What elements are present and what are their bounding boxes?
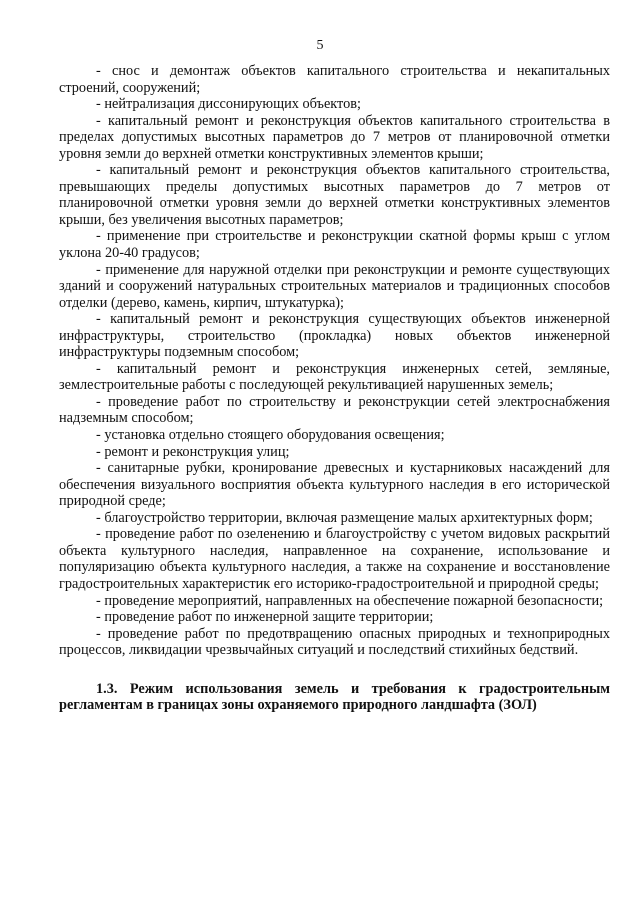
paragraph-streets: - ремонт и реконструкция улиц; [96, 443, 290, 460]
paragraph-engineering-networks: - капитальный ремонт и реконструкция инженерных сетей, земляные, землестроительные работы с последующей рекультивацией нарушенных земель; [59, 360, 610, 394]
paragraph-fire-safety: - проведение мероприятий, направленных на обеспечение пожарной безопасности; [96, 592, 604, 609]
paragraph-lighting: - установка отдельно стоящего оборудования освещения; [96, 427, 445, 444]
section-heading: 1.3. Режим использования земель и требования к градостроительным регламентам в границах зоны охраняемого природного ландшафта (ЗОЛ) [59, 680, 610, 714]
paragraph-engineering-infrastructure: - капитальный ремонт и реконструкция существующих объектов инженерной инфраструктуры, строительство (прокладка) новых объектов инженерной инфраструктуры подземным способом; [59, 311, 610, 361]
paragraph-neutralization: - нейтрализация диссонирующих объектов; [96, 96, 361, 113]
paragraph-pitched-roof: - применение при строительстве и реконструкции скатной формы крыш с углом уклона 20-40 градусов; [59, 228, 610, 262]
paragraph-landscaping: - благоустройство территории, включая размещение малых архитектурных форм; [96, 509, 593, 526]
page-number: 5 [316, 38, 324, 53]
paragraph-engineering-protection: - проведение работ по инженерной защите территории; [96, 609, 434, 626]
paragraph-repair-within-limits: - капитальный ремонт и реконструкция объектов капитального строительства в пределах допустимых высотных параметров до 7 метров от планировочной отметки уровня земли до верхней отметки конструктивных элементов крыши; [59, 112, 610, 162]
document-body [59, 63, 610, 714]
paragraph-hazard-prevention: - проведение работ по предотвращению опасных природных и техноприродных процессов, ликвидации чрезвычайных ситуаций и последствий стихийных бедствий. [59, 625, 610, 659]
paragraph-sanitary-cutting: - санитарные рубки, кронирование древесных и кустарниковых насаждений для обеспечения визуального восприятия объекта культурного наследия в его исторической природной среде; [59, 460, 610, 510]
paragraph-demolition: - снос и демонтаж объектов капитального строительства и некапитальных строений, сооружений; [59, 63, 610, 96]
paragraph-greening: - проведение работ по озеленению и благоустройству с учетом видовых раскрытий объекта культурного наследия, направленное на сохранение, использование и популяризацию объекта культурного наследия, а также на сохранение и восстановление градостроительных характеристик его историко-градостроительной и природной среды; [59, 526, 610, 592]
paragraph-repair-exceeding-limits: - капитальный ремонт и реконструкция объектов капитального строительства, превышающих пределы допустимых высотных параметров до 7 метров от планировочной отметки уровня земли до верхней отметки конструктивных элементов крыши, без увеличения высотных параметров; [59, 162, 610, 228]
paragraph-exterior-finishing: - применение для наружной отделки при реконструкции и ремонте существующих зданий и сооружений натуральных строительных материалов и традиционных способов отделки (дерево, камень, кирпич, штукатурка); [59, 261, 610, 311]
paragraph-power-networks: - проведение работ по строительству и реконструкции сетей электроснабжения надземным способом; [59, 393, 610, 427]
